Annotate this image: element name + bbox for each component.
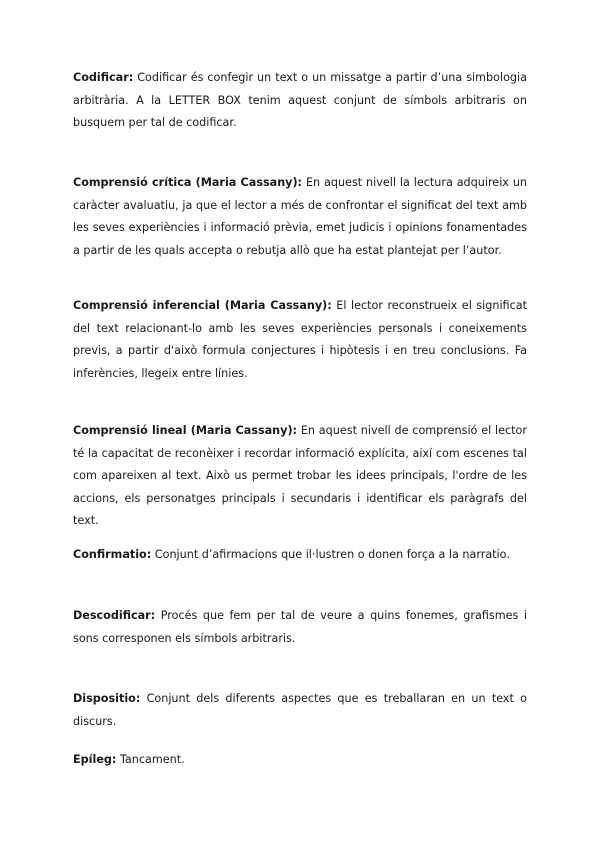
glossary-term: Epíleg: xyxy=(73,753,117,766)
glossary-definition: Procés que fem per tal de veure a quins fonemes, grafismes i sons corresponen els símbols arbitraris. xyxy=(73,609,527,645)
glossary-entry-descodificar xyxy=(73,605,527,650)
glossary-definition: Codificar és confegir un text o un missatge a partir d’una simbologia arbitrària. A la LETTER BOX tenim aquest conjunt de símbols arbitraris on busquem per tal de codificar. xyxy=(73,71,527,129)
glossary-entry-comprensio-inferencial xyxy=(73,295,527,385)
glossary-term: Descodificar: xyxy=(73,609,156,622)
glossary-term: Confirmatio: xyxy=(73,548,152,561)
glossary-entry-comprensio-lineal xyxy=(73,420,527,533)
glossary-term: Comprensió crítica (Maria Cassany): xyxy=(73,176,303,189)
glossary-entry-codificar xyxy=(73,67,527,135)
glossary-entry-dispositio xyxy=(73,688,527,733)
glossary-term: Dispositio: xyxy=(73,692,141,705)
glossary-entry-epileg xyxy=(73,749,527,772)
glossary-definition: En aquest nivell la lectura adquireix un caràcter avaluatiu, ja que el lector a més de confrontar el significat del text amb les seves experiències i informació prèvia, emet judicis i opinions fonamentades a partir de les quals accepta o rebutja allò que ha estat plantejat per l’autor. xyxy=(73,176,527,257)
glossary-term: Comprensió lineal (Maria Cassany): xyxy=(73,424,298,437)
glossary-term: Comprensió inferencial (Maria Cassany): xyxy=(73,299,332,312)
glossary-definition: El lector reconstrueix el significat del text relacionant-lo amb les seves experiències personals i coneixements previs, a partir d'això formula conjectures i hipòtesis i en treu conclusions. Fa inferències, llegeix entre línies. xyxy=(73,299,527,380)
glossary-definition: Tancament. xyxy=(119,753,185,766)
glossary-definition: Conjunt dels diferents aspectes que es treballaran en un text o discurs. xyxy=(73,692,527,728)
glossary-entry-comprensio-critica xyxy=(73,172,527,262)
glossary-entry-confirmatio xyxy=(73,544,527,567)
glossary-definition: Conjunt d’afirmacions que il·lustren o donen força a la narratio. xyxy=(154,548,510,561)
glossary-definition: En aquest nivell de comprensió el lector té la capacitat de reconèixer i recordar informació explícita, així com escenes tal com apareixen al text. Això us permet trobar les idees principals, l'ordre de les accions, els personatges principals i secundaris i identificar els paràgrafs del text. xyxy=(73,424,527,527)
glossary-term: Codificar: xyxy=(73,71,134,84)
